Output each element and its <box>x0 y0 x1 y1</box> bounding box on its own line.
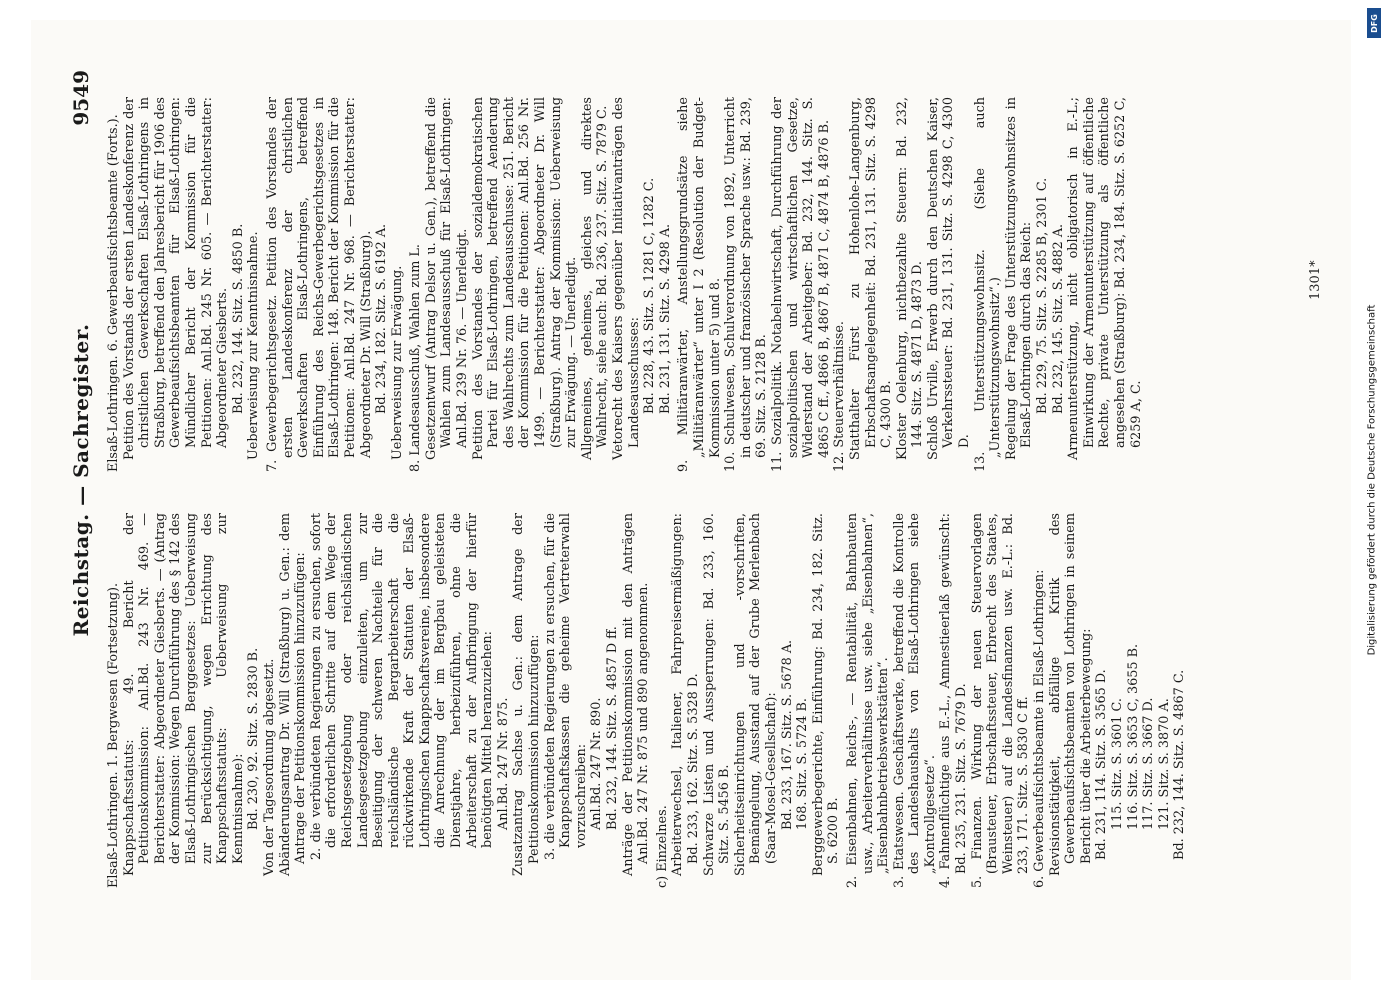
index-entry: Armenunterstützung, nicht obligatorisch in E.-L.; Einwirkung der Armenunterstützung auf öffentliche Rechte, private Unterstützung als öffentliche angesehen (Straßburg): Bd. 234, 184. Sitz. S. 6252 C, 6259 A, C. <box>1066 97 1144 460</box>
index-entry: Statthalter Fürst zu Hohenlohe-Langenburg, Erbschaftsangelegenheit: Bd. 231, 131. Sitz. S. 4298 C, 4300 B. <box>847 97 895 460</box>
running-title: Reichstag. — Sachregister. <box>69 323 93 637</box>
index-entry: Anl.Bd. 247 Nr. 875. <box>495 697 511 830</box>
left-column <box>106 513 1188 888</box>
index-entry: Bd. 232, 144. Sitz. S. 4850 B. <box>230 223 246 414</box>
index-entry: 4. Fahnenflüchtige aus E.-L., Amnestieerlaß gewünscht: Bd. 235, 231. Sitz. S. 7679 D. <box>938 513 970 888</box>
index-entry: Bd. 229, 75. Sitz. S. 2285 B, 2301 C. <box>1035 177 1051 414</box>
index-entry: 8. Landesausschuß, Wahlen zum L. <box>408 244 424 472</box>
index-entry: 2. die verbündeten Regierungen zu ersuchen, sofort die erforderlichen Schritte auf dem Wege der Reichsgesetzgebung oder reichsländischen Landesgesetzgebung einzuleiten, um zur Beseitigung der schweren Nachteile für die reichsländische Bergarbeiterschaft die rückwirkende Kraft der Statuten der Elsaß-Lothringischen Knappschaftsvereine, insbesondere die Anrechnung der im Bergbau geleisteten Dienstjahre, herbeizuführen, ohne die Arbeiterschaft zu der Aufbringung der hierfür benötigten Mittel heranzuziehen: <box>308 513 496 860</box>
index-entry: 115. Sitz. S. 3601 C. <box>1110 698 1125 830</box>
page-header <box>69 70 99 890</box>
index-entry: Bd. 233, 167. Sitz. S. 5678 A. <box>779 639 795 830</box>
index-entry: 3. Etatswesen. Geschäftswerke, betreffend die Kontrolle des Landeshaushalts von Elsaß-Lothringen siehe „Kontrollgesetze“. <box>891 513 938 888</box>
index-entry: Anträge der Petitionskommission mit den Anträgen Anl.Bd. 247 Nr. 875 und 890 angenommen. <box>620 513 652 876</box>
index-entry: Bd. 231, 131. Sitz. S. 4298 A. <box>657 223 673 414</box>
index-entry: 117. Sitz. S. 3667 D. <box>1141 697 1157 830</box>
index-entry: 10. Schulwesen, Schulverordnung von 1892, Unterricht in deutscher und französischer Sprache usw.: Bd. 239, 69. Sitz. S. 2128 B. <box>723 97 770 472</box>
index-entry: Ueberweisung zur Erwägung. <box>389 265 405 460</box>
index-entry: Schloß Urville, Erwerb durch den Deutschen Kaiser, Verkehrssteuer: Bd. 231, 131. Sitz. S. 4298 C, 4300 D. <box>925 97 973 460</box>
sheet-number: 1301* <box>1308 260 1323 300</box>
index-entry: 12. Steuerverhältnisse. <box>832 321 848 472</box>
index-entry: Von der Tagesordnung abgesetzt. <box>261 658 277 876</box>
index-entry: 6. Gewerbeaufsichtsbeamte in Elsaß-Lothringen: <box>1032 569 1048 888</box>
index-entry: c) Einzelnes. <box>654 805 670 888</box>
index-entry: Kloster Oelenburg, nichtbezahlte Steuern: Bd. 232, 144. Sitz. S. 4871 D, 4873 D. <box>894 97 926 460</box>
index-entry: Regelung der Frage des Unterstützungswohnsitzes in Elsaß-Lothringen durch das Reich: <box>1003 97 1035 460</box>
index-entry: Petition des Vorstands der ersten Landeskonferenz der christlichen Gewerkschaften Elsaß-Lothringens in Straßburg, betreffend den Jahresbericht für 1906 des Gewerbeaufsichtsbeamten für Elsaß-Lothringen: Mündlicher Bericht der Kommission für die Petitionen: Anl.Bd. 245 Nr. 605. — Berichterstatter: Abgeordneter Giesberts. <box>121 97 231 460</box>
section-heading: Elsaß-Lothringen. 6. Gewerbeaufsichtsbeamte (Forts.). <box>106 114 121 472</box>
rotated-page-scan <box>31 20 1351 980</box>
index-entry: Bd. 228, 43. Sitz. S. 1281 C, 1282 C. <box>642 177 658 414</box>
page-number: 9549 <box>69 70 93 126</box>
index-entry: Bd. 232, 144. Sitz. S. 4857 D ff. <box>605 626 620 830</box>
index-entry: 9. Militäranwärter, Anstellungsgrundsätze siehe „Militäranwärter“ unter I 2 (Resolution der Budget-Kommission unter 5) und 8. <box>676 97 723 472</box>
index-entry: Schwarze Listen und Aussperrungen: Bd. 233, 160. Sitz. S. 5456 B. <box>701 513 733 876</box>
index-entry: Ueberweisung zur Kenntnisnahme. <box>246 231 262 460</box>
index-entry: Bd. 230, 92. Sitz. S. 2830 B. <box>246 647 262 830</box>
section-heading: Elsaß-Lothringen. 1. Bergwesen (Fortsetzung). <box>106 582 121 888</box>
index-entry: Allgemeines, geheimes, gleiches und direktes Wahlrecht, siehe auch: Bd. 236, 237. Sitz. S. 7879 C. <box>579 97 611 460</box>
index-entry: Berggewerbegerichte, Einführung: Bd. 234, 182. Sitz. S. 6200 B. <box>810 513 842 876</box>
right-column <box>106 97 1144 472</box>
index-entry: 3. die verbündeten Regierungen zu ersuchen, für die Knappschaftskassen die geheime Vertreterwahl vorzuschreiben: <box>542 513 589 860</box>
index-entry: Bd. 232, 145. Sitz. S. 4882 A. <box>1050 223 1066 414</box>
index-entry: Knappschaftsstatuts: 49. Bericht der Petitionskommission: Anl.Bd. 243 Nr. 469. — Berichterstatter: Abgeordneter Giesberts. — (Antrag der Kommission: Wegen Durchführung des § 142 des Elsaß-Lothringischen Berggesetzes: Ueberweisung zur Berücksichtigung, wegen Errichtung des Knappschaftsstatuts: Ueberweisung zur Kenntnisnahme): <box>121 513 246 876</box>
index-entry: 5. Finanzen. Wirkung der neuen Steuervorlagen (Brausteuer, Erbschaftssteuer, Erbrecht des Staates, Weinsteuer) auf die Landesfinanzen usw. E.-L.: Bd. 233, 171. Sitz. S. 5830 C ff. <box>969 513 1032 888</box>
index-entry: 116. Sitz. S. 3653 C, 3655 B. <box>1125 643 1141 830</box>
index-entry: 2. Eisenbahnen, Reichs-, — Rentabilität, Bahnbauten usw., Arbeiterverhältnisse usw. siehe „Eisenbahnen“, „Eisenbahnbetriebswerkstätten“. <box>844 513 892 888</box>
index-entry: Petition des Vorstandes der sozialdemokratischen Partei für Elsaß-Lothringen, betreffend Aenderung des Wahlrechts zum Landesausschusse: 251. Bericht der Kommission für die Petitionen: Anl.Bd. 256 Nr. 1499. — Berichterstatter: Abgeordneter Dr. Will (Straßburg). Antrag der Kommission: Ueberweisung zur Erwägung. — Unerledigt. <box>470 97 580 460</box>
index-entry: 121. Sitz. S. 3870 A. <box>1156 698 1172 830</box>
index-entry: Zusatzantrag Sachse u. Gen.: dem Antrage der Petitionskommission hinzuzufügen: <box>511 513 543 876</box>
digitization-credit <box>1364 160 1380 800</box>
credit-text: Digitalisierung gefördert durch die Deutsche Forschungsgemeinschaft <box>1366 304 1378 656</box>
index-entry: Vetorecht des Kaisers gegenüber Initiativanträgen des Landesausschusses: <box>611 97 642 460</box>
index-entry: 11. Sozialpolitik. Notabelnwirtschaft, Durchführung der sozialpolitischen und wirtschaftlichen Gesetze, Widerstand der Arbeitgeber: Bd. 232, 144. Sitz. S. 4865 C ff., 4866 B, 4867 B, 4871 C, 4874 B, 4876 B. <box>769 97 832 472</box>
index-entry: 13. Unterstützungswohnsitz. (Siehe auch „Unterstützungswohnsitz“.) <box>972 97 1004 472</box>
index-entry: Revisionstätigkeit, abfällige Kritik des Gewerbeaufsichtsbeamten von Lothringen in seinem Bericht über die Arbeiterbewegung: <box>1047 513 1094 876</box>
index-entry: 168. Sitz. S. 5724 B. <box>795 698 811 830</box>
index-entry: Bd. 232, 144. Sitz. S. 4867 C. <box>1172 669 1188 860</box>
index-entry: Gesetzentwurf (Antrag Delsor u. Gen.), betreffend die Wahlen zum Landesausschuß für Elsaß-Lothringen: Anl.Bd. 239 Nr. 76. — Unerledigt. <box>423 97 471 460</box>
dfg-logo-text: DFG <box>1369 13 1379 33</box>
index-entry: Sicherheitseinrichtungen und -vorschriften, Bemängelung, Ausstand auf der Grube Merlenbach (Saar-Mosel-Gesellschaft): <box>732 513 779 876</box>
index-entry: Bd. 231, 114. Sitz. S. 3565 D. <box>1094 669 1110 860</box>
index-entry: Anl.Bd. 247 Nr. 890. <box>589 697 605 830</box>
index-entry: Abänderungsantrag Dr. Will (Straßburg) u. Gen.: dem Antrage der Petitionskommission hinzuzufügen: <box>277 513 309 876</box>
dfg-logo <box>1367 8 1381 38</box>
index-entry: Bd. 234, 182. Sitz. S. 6192 A. <box>374 223 390 414</box>
index-entry: Arbeiterwechsel, Italiener, Fahrpreisermäßigungen: Bd. 233, 162. Sitz. S. 5328 D. <box>670 513 701 876</box>
index-entry: 7. Gewerbegerichtsgesetz. Petition des Vorstandes der ersten Landeskonferenz der christlichen Gewerkschaften Elsaß-Lothringens, betreffend Einführung des Reichs-Gewerbegerichtsgesetzes in Elsaß-Lothringen: 148. Bericht der Kommission für die Petitionen: Anl.Bd. 247 Nr. 968. — Berichterstatter: Abgeordneter Dr. Will (Straßburg). <box>264 97 374 472</box>
